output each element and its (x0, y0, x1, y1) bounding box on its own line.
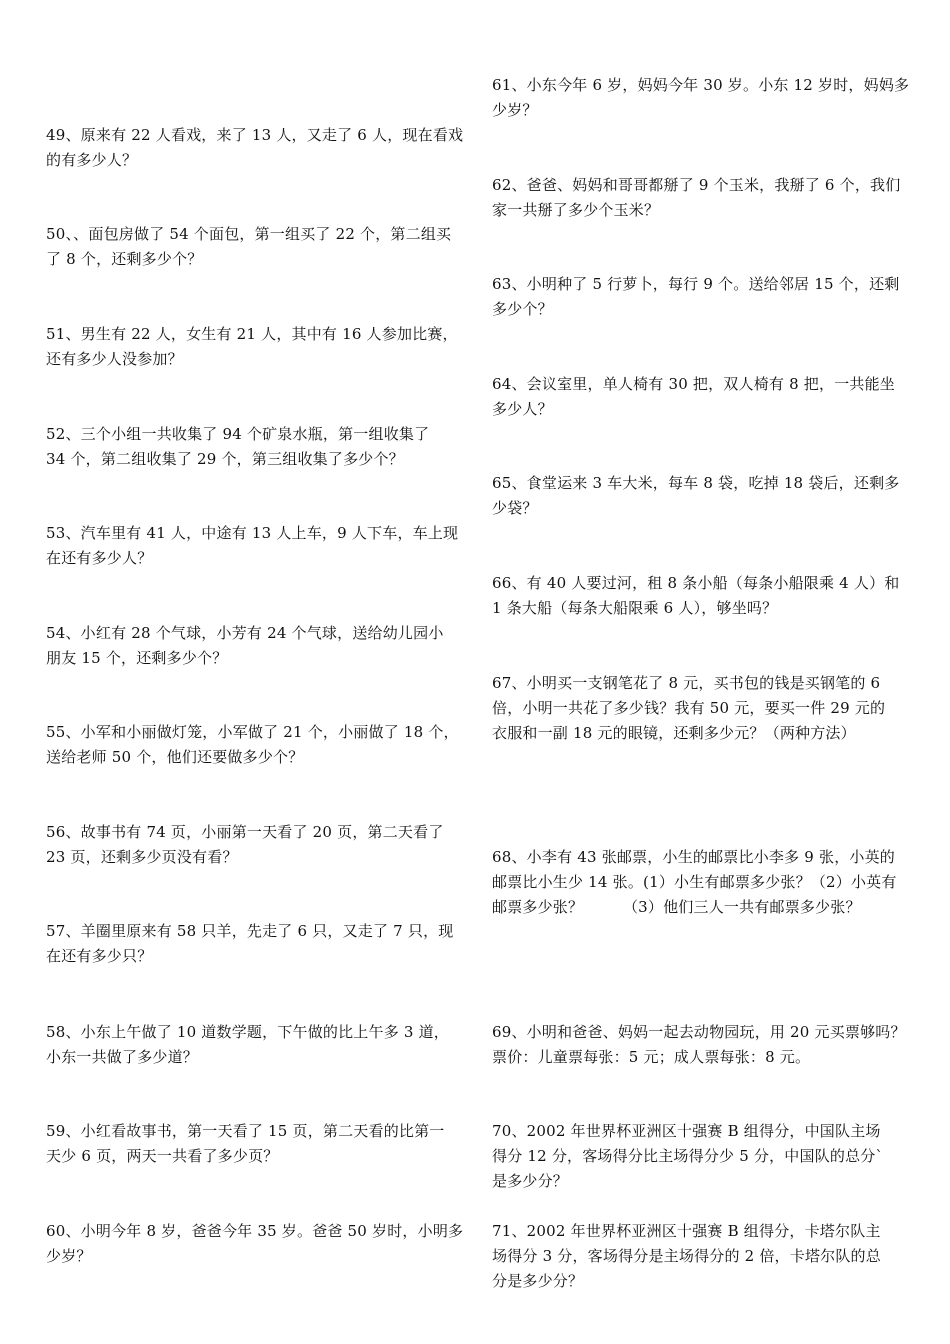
problem-50: 50、、面包房做了 54 个面包，第一组买了 22 个，第二组买 了 8 个，还剩多少个？ (46, 225, 452, 268)
problem-57: 57、羊圈里原来有 58 只羊，先走了 6 只，又走了 7 只，现 在还有多少只？ (46, 922, 454, 965)
problem-60: 60、小明今年 8 岁，爸爸今年 35 岁。爸爸 50 岁时，小明多 少岁？ (46, 1222, 464, 1265)
problem-54: 54、小红有 28 个气球，小芳有 24 个气球，送给幼儿园小 朋友 15 个，还剩多少个？ (46, 624, 444, 667)
problem-69: 69、小明和爸爸、妈妈一起去动物园玩，用 20 元买票够吗？ 票价：儿童票每张：5 元；成人票每张：8 元。 (492, 1023, 906, 1066)
problem-59: 59、小红看故事书，第一天看了 15 页，第二天看的比第一 天少 6 页，两天一共看了多少页？ (46, 1122, 445, 1165)
problem-67: 67、小明买一支钢笔花了 8 元，买书包的钱是买钢笔的 6 倍，小明一共花了多少钱？我有 50 元，要买一件 29 元的 衣服和一副 18 元的眼镜，还剩多少元？（两种方法） (492, 674, 886, 742)
problem-49: 49、原来有 22 人看戏，来了 13 人，又走了 6 人，现在看戏 的有多少人？ (46, 126, 464, 169)
problem-68: 68、小李有 43 张邮票，小生的邮票比小李多 9 张，小英的 邮票比小生少 14 张。(1）小生有邮票多少张？（2）小英有 邮票多少张？ （3）他们三人一共有邮票多少张？ (492, 848, 897, 916)
problem-66: 66、有 40 人要过河，租 8 条小船（每条小船限乘 4 人）和 1 条大船（每条大船限乘 6 人），够坐吗？ (492, 574, 900, 617)
problem-62: 62、爸爸、妈妈和哥哥都掰了 9 个玉米，我掰了 6 个，我们 家一共掰了多少个玉米？ (492, 176, 901, 219)
problem-51: 51、男生有 22 人，女生有 21 人，其中有 16 人参加比赛， 还有多少人没参加？ (46, 325, 458, 368)
problem-63: 63、小明种了 5 行萝卜，每行 9 个。送给邻居 15 个，还剩 多少个？ (492, 275, 900, 318)
problem-65: 65、食堂运来 3 车大米，每车 8 袋，吃掉 18 袋后，还剩多 少袋？ (492, 474, 900, 517)
problem-58: 58、小东上午做了 10 道数学题，下午做的比上午多 3 道， 小东一共做了多少道？ (46, 1023, 449, 1066)
problem-71: 71、2002 年世界杯亚洲区十强赛 B 组得分，卡塔尔队主 场得分 3 分，客场得分是主场得分的 2 倍，卡塔尔队的总 分是多少分？ (492, 1222, 881, 1290)
problem-61: 61、小东今年 6 岁，妈妈今年 30 岁。小东 12 岁时，妈妈多 少岁？ (492, 76, 910, 119)
problem-55: 55、小军和小丽做灯笼，小军做了 21 个，小丽做了 18 个， 送给老师 50 个，他们还要做多少个？ (46, 723, 459, 766)
problem-64: 64、会议室里，单人椅有 30 把，双人椅有 8 把，一共能坐 多少人？ (492, 375, 895, 418)
problem-70: 70、2002 年世界杯亚洲区十强赛 B 组得分，中国队主场 得分 12 分，客场得分比主场得分少 5 分，中国队的总分` 是多少分？ (492, 1122, 884, 1190)
problem-56: 56、故事书有 74 页，小丽第一天看了 20 页，第二天看了 23 页，还剩多少页没有看？ (46, 823, 444, 866)
problem-52: 52、三个小组一共收集了 94 个矿泉水瓶，第一组收集了 34 个，第二组收集了 29 个，第三组收集了多少个？ (46, 425, 430, 468)
problem-53: 53、汽车里有 41 人，中途有 13 人上车，9 人下车，车上现 在还有多少人？ (46, 524, 459, 567)
